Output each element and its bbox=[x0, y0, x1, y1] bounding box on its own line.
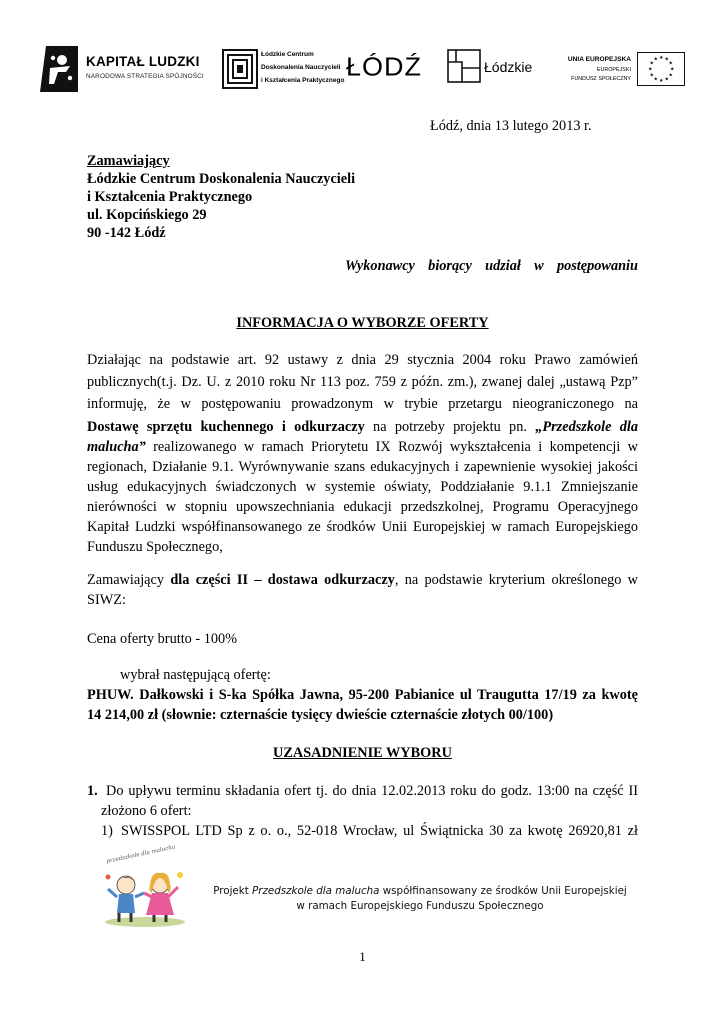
lcdnikp-line1: Łódzkie Centrum bbox=[261, 51, 314, 58]
sub-list-item-number: 1) bbox=[101, 823, 113, 839]
sub-list-item-text: SWISSPOL LTD Sp z o. o., 52-018 Wrocław, ul Świątnicka 30 za kwotę 26920,81 zł bbox=[121, 823, 638, 839]
kapital-ludzki-logo bbox=[40, 42, 210, 96]
lodzkie-emblem-icon bbox=[446, 48, 482, 84]
lodz-city-logo bbox=[346, 52, 428, 86]
paragraph-line bbox=[87, 437, 638, 457]
lodz-city-logo-text: ŁÓDŹ bbox=[346, 52, 423, 82]
svg-text:★: ★ bbox=[653, 76, 658, 83]
list-item-number: 1. bbox=[87, 783, 98, 799]
date: Łódź, dnia 13 lutego 2013 r. bbox=[430, 118, 592, 134]
sender-line: Łódzkie Centrum Doskonalenia Nauczycieli bbox=[87, 171, 356, 187]
paragraph-part-two bbox=[87, 570, 638, 610]
paragraph-intro bbox=[87, 350, 638, 557]
paragraph-line: Kapitał Ludzki współfinansowanego ze środków Unii Europejskiej w ramach Europejskiego bbox=[87, 519, 638, 535]
winning-offer bbox=[87, 685, 638, 725]
page-number: 1 bbox=[359, 949, 366, 964]
project-name-cont: malucha” bbox=[87, 439, 146, 455]
svg-text:★: ★ bbox=[648, 66, 653, 73]
svg-text:★: ★ bbox=[664, 76, 669, 83]
paragraph-line: informuję, że w postępowaniu prowadzonym w trybie przetargu nieograniczonego na bbox=[87, 396, 638, 412]
footer-line bbox=[200, 884, 640, 899]
lcdnikp-line3: i Kształcenia Praktycznego bbox=[261, 77, 345, 84]
svg-text:★: ★ bbox=[649, 72, 654, 79]
lodzkie-region-logo bbox=[446, 48, 546, 88]
paragraph-line bbox=[87, 570, 638, 590]
svg-text:★: ★ bbox=[659, 78, 664, 84]
subject-bold: Dostawę sprzętu kuchennego i odkurzaczy bbox=[87, 419, 365, 435]
document-title: INFORMACJA O WYBORZE OFERTY bbox=[236, 315, 489, 331]
paragraph-line: regionach, Działanie 9.1. Wyrównywanie szans edukacyjnych i zapewnienie wysokiej jakości bbox=[87, 459, 638, 475]
svg-text:★: ★ bbox=[668, 72, 673, 79]
list-item-line: złożono 6 ofert: bbox=[101, 803, 192, 819]
paragraph-line: SIWZ: bbox=[87, 592, 126, 608]
svg-text:★: ★ bbox=[649, 60, 654, 67]
recipients: Wykonawcy biorący udział w postępowaniu bbox=[345, 258, 638, 274]
justification-title: UZASADNIENIE WYBORU bbox=[273, 745, 452, 761]
eu-line2: EUROPEJSKI bbox=[596, 67, 631, 73]
lodzkie-text: Łódzkie bbox=[484, 59, 533, 75]
sender-line: i Kształcenia Praktycznego bbox=[87, 189, 253, 205]
text-span: realizowanego w ramach Priorytetu IX Rozwój wykształcenia i kompetencji w bbox=[145, 439, 638, 455]
kapital-ludzki-title: KAPITAŁ LUDZKI bbox=[86, 54, 200, 69]
lcdnikp-emblem-icon bbox=[222, 49, 258, 89]
eu-flag-icon bbox=[637, 52, 685, 86]
project-name: „Przedszkole dla bbox=[535, 419, 639, 435]
project-logo bbox=[100, 844, 190, 929]
header-logos bbox=[0, 0, 725, 110]
sender-address bbox=[87, 152, 355, 242]
project-logo-text: przedszkole dla malucha bbox=[106, 844, 176, 865]
criterion: Cena oferty brutto - 100% bbox=[87, 631, 238, 647]
svg-text:★: ★ bbox=[664, 56, 669, 63]
text-span: na potrzeby projektu pn. bbox=[364, 419, 536, 435]
eu-line3: FUNDUSZ SPOŁECZNY bbox=[571, 76, 631, 82]
svg-text:★: ★ bbox=[653, 56, 658, 63]
sender-line: ul. Kopcińskiego 29 bbox=[87, 207, 207, 223]
list-item-line: Do upływu terminu składania ofert tj. do dnia 12.02.2013 roku do godz. 13:00 na część II bbox=[106, 783, 638, 799]
lcdnikp-logo bbox=[222, 49, 345, 93]
paragraph-line bbox=[87, 417, 638, 437]
paragraph-line: publicznych(t.j. Dz. U. z 2010 roku Nr 113 poz. 759 z późn. zm.), zwanej dalej „ustawą Pzp” bbox=[87, 374, 638, 390]
text-span: Projekt bbox=[213, 885, 253, 897]
svg-text:★: ★ bbox=[659, 55, 664, 61]
svg-text:★: ★ bbox=[668, 60, 673, 67]
children-illustration-icon bbox=[100, 867, 190, 929]
svg-text:★: ★ bbox=[670, 66, 675, 73]
text-span: Zamawiający bbox=[87, 572, 171, 588]
text-span: , na podstawie kryterium określonego w bbox=[394, 572, 638, 588]
sender-heading: Zamawiający bbox=[87, 153, 170, 169]
eu-logo bbox=[555, 52, 685, 88]
text-span: współfinansowany ze środków Unii Europejskiej bbox=[379, 885, 627, 897]
paragraph-line: Działając na podstawie art. 92 ustawy z dnia 29 stycznia 2004 roku Prawo zamówień bbox=[87, 352, 638, 368]
kapital-ludzki-subtitle: NARODOWA STRATEGIA SPÓJNOŚCI bbox=[86, 73, 204, 80]
paragraph-line: Funduszu Społecznego, bbox=[87, 539, 223, 555]
kapital-ludzki-emblem-icon bbox=[40, 46, 78, 92]
lcdnikp-line2: Doskonalenia Nauczycieli bbox=[261, 64, 341, 71]
paragraph-line: nierówności w stopniu upowszechniania edukacji przedszkolnej, Programu Operacyjnego bbox=[87, 499, 638, 515]
footer-project-name: Przedszkole dla malucha bbox=[252, 885, 380, 897]
chosen-offer-intro: wybrał następującą ofertę: bbox=[120, 667, 271, 683]
paragraph-line: usług edukacyjnych świadczonych w systemie oświaty, Poddziałanie 9.1.1 Zmniejszanie bbox=[87, 479, 638, 495]
part-name: dla części II – dostawa odkurzaczy bbox=[170, 572, 395, 588]
winning-offer-line: 14 214,00 zł (słownie: czternaście tysięcy dwieście czternaście złotych 00/100) bbox=[87, 707, 554, 723]
footer-line: w ramach Europejskiego Funduszu Społecznego bbox=[296, 900, 544, 912]
eu-line1: UNIA EUROPEJSKA bbox=[567, 56, 631, 63]
footer-text bbox=[200, 884, 640, 914]
sender-line: 90 -142 Łódź bbox=[87, 225, 166, 241]
winning-offer-line: PHUW. Dałkowski i S-ka Spółka Jawna, 95-200 Pabianice ul Traugutta 17/19 za kwotę bbox=[87, 687, 638, 703]
